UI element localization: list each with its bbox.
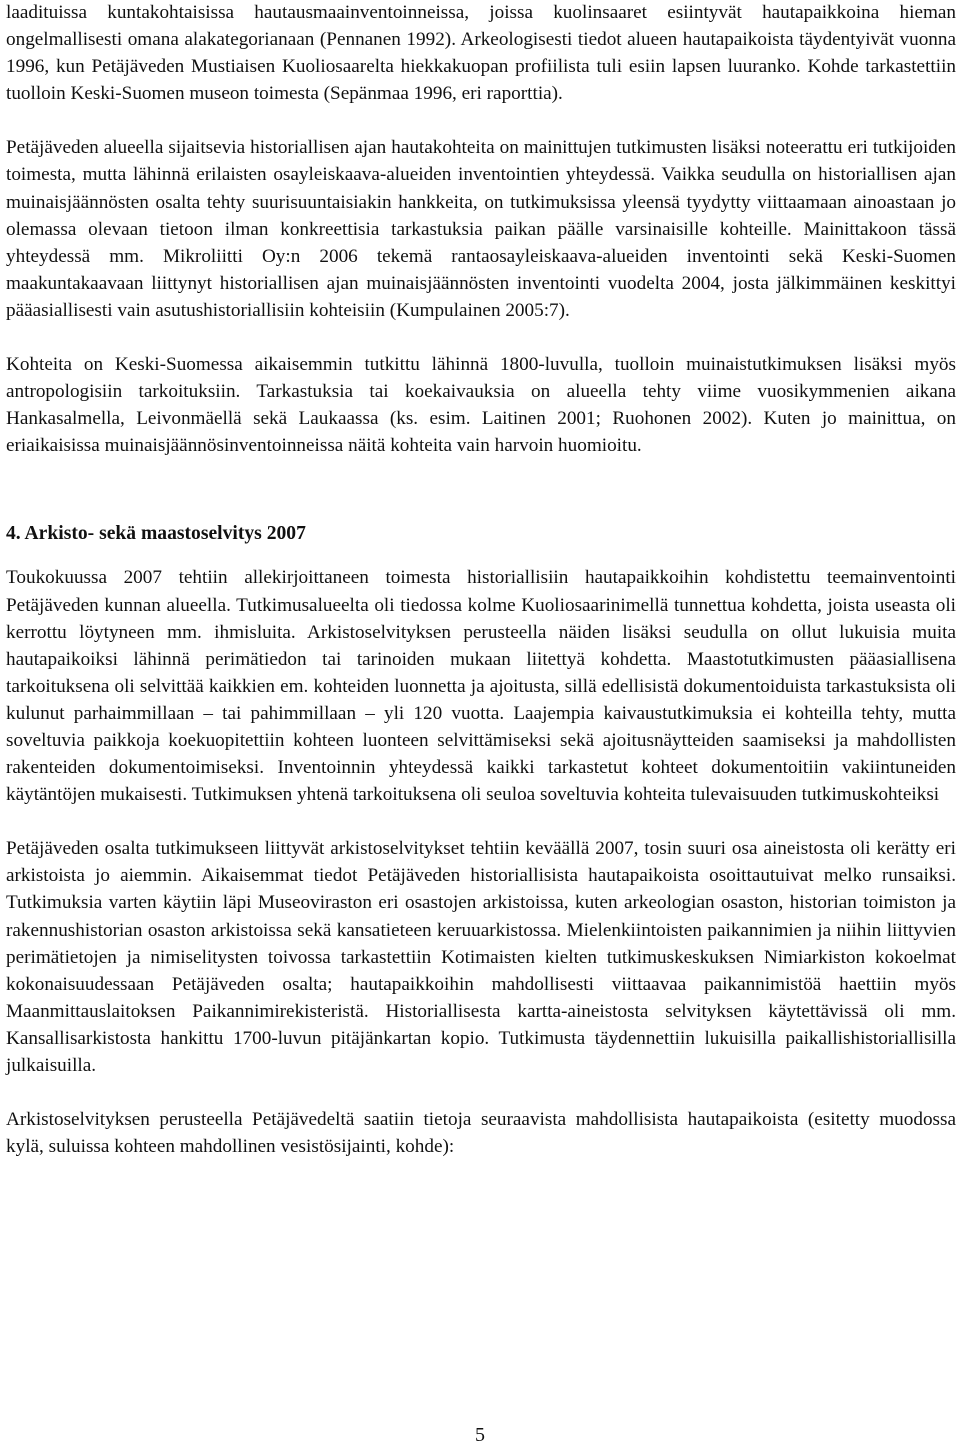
paragraph-teemainventointi: Toukokuussa 2007 tehtiin allekirjoittaneen toimesta historiallisiin hautapaikkoihin kohdistettu teemainventointi Petäjäveden kunnan alueella. Tutkimusalueelta oli tiedossa kolme Kuoliosaarinimellä tunnettua kohdetta, joista useasta oli kerrottu löytyneen mm. ihmisluita. Arkistoselvityksen perusteella näiden lisäksi seudulla on ollut lukuisia muita hautapaikoiksi lähinnä perimätiedon tai tarinoiden mukaan liitettyä kohdetta. Maastotutkimusten pääasiallisena tarkoituksena oli selvittää kaikkien em. kohteiden luonnetta ja ajoitusta, sillä edellisistä dokumentoiduista tarkastuksista oli kulunut parhaimmillaan – tai pahimmillaan – yli 120 vuotta. Laajempia kaivaustutkimuksia ei kohteilla tehty, mutta soveltuvia paikkoja koekuopitettiin kohteen luonteen selvittämiseksi sekä ajoitusnäytteiden saamiseksi ja mahdollisten rakenteiden dokumentoimiseksi. Inventoinnin yhteydessä kaikki tarkastetut kohteet dokumentoitiin vakiintuneiden käytäntöjen mukaisesti. Tutkimuksen yhtenä tarkoituksena oli seuloa soveltuvia kohteita tulevaisuuden tutkimuskohteiksi <box>6 567 956 806</box>
page-number: 5 <box>475 1424 485 1446</box>
paragraph-hautausmaainventoinnit: laadituissa kuntakohtaisissa hautausmaainventoinneissa, joissa kuolinsaaret esiintyvät hautapaikkoina hieman ongelmallisesti omana alakategorianaan (Pennanen 1992). Arkeologisesti tiedot alueen hautapaikoista täydentyivät vuonna 1996, kun Petäjäveden Mustiaisen Kuoliosaarelta hiekkakuopan profiilista tuli esiin lapsen luuranko. Kohde tarkastettiin tuolloin Keski-Suomen museon toimesta (Sepänmaa 1996, eri raporttia). <box>6 2 956 105</box>
paragraph-keski-suomen-tutkimukset: Kohteita on Keski-Suomessa aikaisemmin tutkittu lähinnä 1800-luvulla, tuolloin muinaistutkimuksen lisäksi myös antropologisiin tarkoituksiin. Tarkastuksia tai koekaivauksia on alueella tehty viime vuosikymmenien aikana Hankasalmella, Leivonmäellä sekä Laukaassa (ks. esim. Laitinen 2001; Ruohonen 2002). Kuten jo mainittua, on eriaikaisissa muinaisjäännösinventoinneissa näitä kohteita vain harvoin huomioitu. <box>6 354 956 457</box>
paragraph-historiallisen-ajan-hautakohteet: Petäjäveden alueella sijaitsevia historiallisen ajan hautakohteita on mainittujen tutkimusten lisäksi noteerattu eri tutkijoiden toimesta, mutta lähinnä erilaisten osayleiskaava-alueiden inventointien yhteydessä. Vaikka seudulla on historiallisen ajan muinaisjäännösten osalta tehty suurisuuntaisiakin hankkeita, on tutkimuksissa yleensä tyydytty viittaamaan ainoastaan jo olemassa olevaan tietoon ilman konkreettisia tarkastuksia paikan päälle varsinaisille kohteille. Mainittakoon tässä yhteydessä mm. Mikroliitti Oy:n 2006 tekemä rantaosayleiskaava-alueiden inventointi sekä Keski-Suomen maakuntakaavaan liittynyt historiallisen ajan muinaisjäännösten inventointi vuodelta 2004, josta jälkimmäinen keskittyi pääasiallisesti vain asutushistoriallisiin kohteisiin (Kumpulainen 2005:7). <box>6 137 956 321</box>
paragraph-arkistoselvitykset: Petäjäveden osalta tutkimukseen liittyvät arkistoselvitykset tehtiin keväällä 2007, tosin suuri osa aineistosta oli kerätty eri arkistoista jo aiemmin. Aikaisemmat tiedot Petäjäveden historiallisista hautapaikoista osoittautuivat melko runsaiksi. Tutkimuksia varten käytiin läpi Museoviraston eri osastojen arkistoissa, kuten arkeologian osaston, historian toimiston ja rakennushistorian osaston arkistoissa sekä kansatieteen keruuarkistossa. Mielenkiintoisten paikannimien ja niihin liittyvien perimätietojen ja nimiselitysten toivossa tarkastettiin Kotimaisten kielten tutkimuskeskuksen Nimiarkiston kokoelmat kokonaisuudessaan Petäjäveden osalta; hautapaikkoihin mahdollisesti viittaavaa paikannimistöä haettiin myös Maanmittauslaitoksen Paikannimirekisteristä. Historiallisesta kartta-aineistosta selvityksen käytettävissä oli mm. Kansallisarkistosta hankittu 1700-luvun pitäjänkartan kopio. Tutkimusta täydennettiin lukuisilla paikallishistoriallisilla julkaisuilla. <box>6 838 956 1076</box>
section-heading: 4. Arkisto- sekä maastoselvitys 2007 <box>6 523 306 545</box>
document-page <box>6 0 956 1160</box>
paragraph-mahdolliset-hautapaikat-intro: Arkistoselvityksen perusteella Petäjävedeltä saatiin tietoja seuraavista mahdollisista hautapaikoista (esitetty muodossa kylä, suluissa kohteen mahdollinen vesistösijainti, kohde): <box>6 1109 956 1158</box>
